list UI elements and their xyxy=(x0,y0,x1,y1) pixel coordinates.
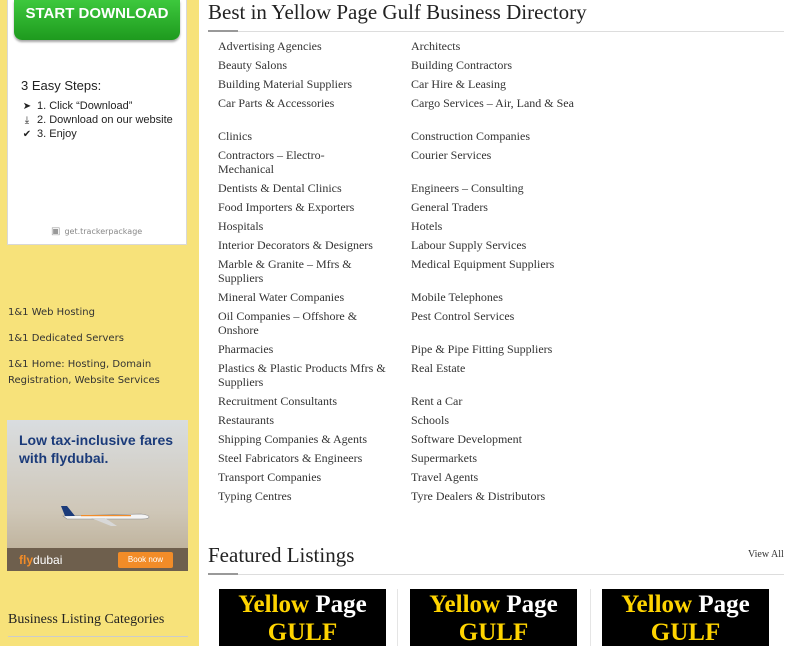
directory-link[interactable]: Mineral Water Companies xyxy=(218,290,345,304)
directory-link[interactable]: Recruitment Consultants xyxy=(218,394,337,408)
gulf-logo-text: GULF xyxy=(267,619,338,646)
download-icon: ⤓ xyxy=(24,115,30,126)
directory-link[interactable]: Dentists & Dental Clinics xyxy=(218,181,342,195)
divider xyxy=(208,574,784,575)
directory-link[interactable]: Architects xyxy=(411,39,461,53)
directory-link[interactable]: Travel Agents xyxy=(411,470,479,484)
directory-link[interactable]: Car Hire & Leasing xyxy=(411,77,506,91)
divider-accent xyxy=(208,30,238,32)
directory-link[interactable]: Contractors – Electro-Mechanical xyxy=(218,148,325,176)
directory-link[interactable]: Courier Services xyxy=(411,148,492,162)
step-item: ➤ 1. Click “Download” xyxy=(22,100,133,112)
download-ad xyxy=(7,0,187,245)
steps-title: 3 Easy Steps: xyxy=(21,78,102,93)
flydubai-footer xyxy=(7,548,188,571)
flydubai-headline: Low tax-inclusive fares with flydubai. xyxy=(19,432,174,466)
airplane-icon xyxy=(61,504,151,528)
cursor-icon: ➤ xyxy=(22,101,32,112)
directory-link[interactable]: Steel Fabricators & Engineers xyxy=(218,451,363,465)
sidebar-link-home-hosting[interactable]: 1&1 Home: Hosting, Domain Registration, Website Services xyxy=(8,359,160,386)
directory-link[interactable]: Pipe & Pipe Fitting Suppliers xyxy=(411,342,553,356)
directory-link[interactable]: Software Development xyxy=(411,432,522,446)
directory-link[interactable]: Shipping Companies & Agents xyxy=(218,432,368,446)
directory-link[interactable]: Supermarkets xyxy=(411,451,477,465)
directory-link[interactable]: Restaurants xyxy=(218,413,274,427)
step-item: ✔ 3. Enjoy xyxy=(22,128,77,140)
sidebar-link-dedicated-servers[interactable]: 1&1 Dedicated Servers xyxy=(8,333,124,344)
directory-link[interactable]: Interior Decorators & Designers xyxy=(218,238,373,252)
featured-listing-card[interactable] xyxy=(219,589,386,646)
directory-link[interactable]: Cargo Services – Air, Land & Sea xyxy=(411,96,574,110)
sidebar-link-web-hosting[interactable]: 1&1 Web Hosting xyxy=(8,307,95,318)
directory-link[interactable]: Advertising Agencies xyxy=(218,39,322,53)
sidebar xyxy=(0,0,199,646)
directory-link[interactable]: Rent a Car xyxy=(411,394,463,408)
directory-link[interactable]: Tyre Dealers & Distributors xyxy=(411,489,546,503)
directory-link[interactable]: Clinics xyxy=(218,129,253,143)
yellow-page-logo: Yellow Page xyxy=(429,591,558,618)
tracker-footer[interactable]: ▣ get.trackerpackage xyxy=(51,226,143,237)
divider xyxy=(397,589,398,646)
divider xyxy=(8,636,188,637)
flydubai-logo: flydubai xyxy=(19,553,63,567)
directory-link[interactable]: Medical Equipment Suppliers xyxy=(411,257,555,271)
directory-link[interactable]: Food Importers & Exporters xyxy=(218,200,355,214)
directory-heading: Best in Yellow Page Gulf Business Directory xyxy=(208,0,587,24)
featured-heading: Featured Listings xyxy=(208,543,355,567)
categories-heading: Business Listing Categories xyxy=(8,612,165,627)
directory-link[interactable]: Hospitals xyxy=(218,219,264,233)
directory-link[interactable]: Car Parts & Accessories xyxy=(218,96,335,110)
step-item: ⤓ 2. Download on our website xyxy=(21,114,173,126)
directory-link[interactable]: Building Contractors xyxy=(411,58,512,72)
directory-link[interactable]: Pharmacies xyxy=(218,342,274,356)
directory-link[interactable]: General Traders xyxy=(411,200,488,214)
featured-listing-card[interactable] xyxy=(410,589,577,646)
divider xyxy=(590,589,591,646)
yellow-page-logo: Yellow Page xyxy=(621,591,750,618)
book-now-button[interactable]: Book now xyxy=(118,552,173,568)
directory-link[interactable]: Real Estate xyxy=(411,361,466,375)
directory-link[interactable]: Schools xyxy=(411,413,450,427)
featured-listing-card[interactable] xyxy=(602,589,769,646)
directory-link[interactable]: Hotels xyxy=(411,219,443,233)
gulf-logo-text: GULF xyxy=(458,619,529,646)
package-icon: ▣ xyxy=(51,226,61,237)
divider-accent xyxy=(208,573,238,575)
divider xyxy=(208,31,784,32)
directory-link[interactable]: Oil Companies – Offshore & Onshore xyxy=(218,309,358,337)
flydubai-ad[interactable] xyxy=(7,420,188,571)
directory-link[interactable]: Plastics & Plastic Products Mfrs & Suppliers xyxy=(218,361,386,389)
start-download-button[interactable]: START DOWNLOAD xyxy=(14,0,180,40)
directory-link[interactable]: Marble & Granite – Mfrs & Suppliers xyxy=(218,257,352,285)
directory-link[interactable]: Transport Companies xyxy=(218,470,322,484)
directory-link[interactable]: Mobile Telephones xyxy=(411,290,503,304)
directory-link[interactable]: Beauty Salons xyxy=(218,58,287,72)
check-circle-icon: ✔ xyxy=(22,129,32,140)
directory-link[interactable]: Engineers – Consulting xyxy=(411,181,524,195)
directory-link[interactable]: Labour Supply Services xyxy=(411,238,527,252)
directory-link[interactable]: Building Material Suppliers xyxy=(218,77,352,91)
yellow-page-logo: Yellow Page xyxy=(238,591,367,618)
gulf-logo-text: GULF xyxy=(650,619,721,646)
directory-link[interactable]: Construction Companies xyxy=(411,129,530,143)
view-all-link[interactable]: View All xyxy=(748,549,784,560)
directory-link[interactable]: Pest Control Services xyxy=(411,309,515,323)
directory-link[interactable]: Typing Centres xyxy=(218,489,292,503)
